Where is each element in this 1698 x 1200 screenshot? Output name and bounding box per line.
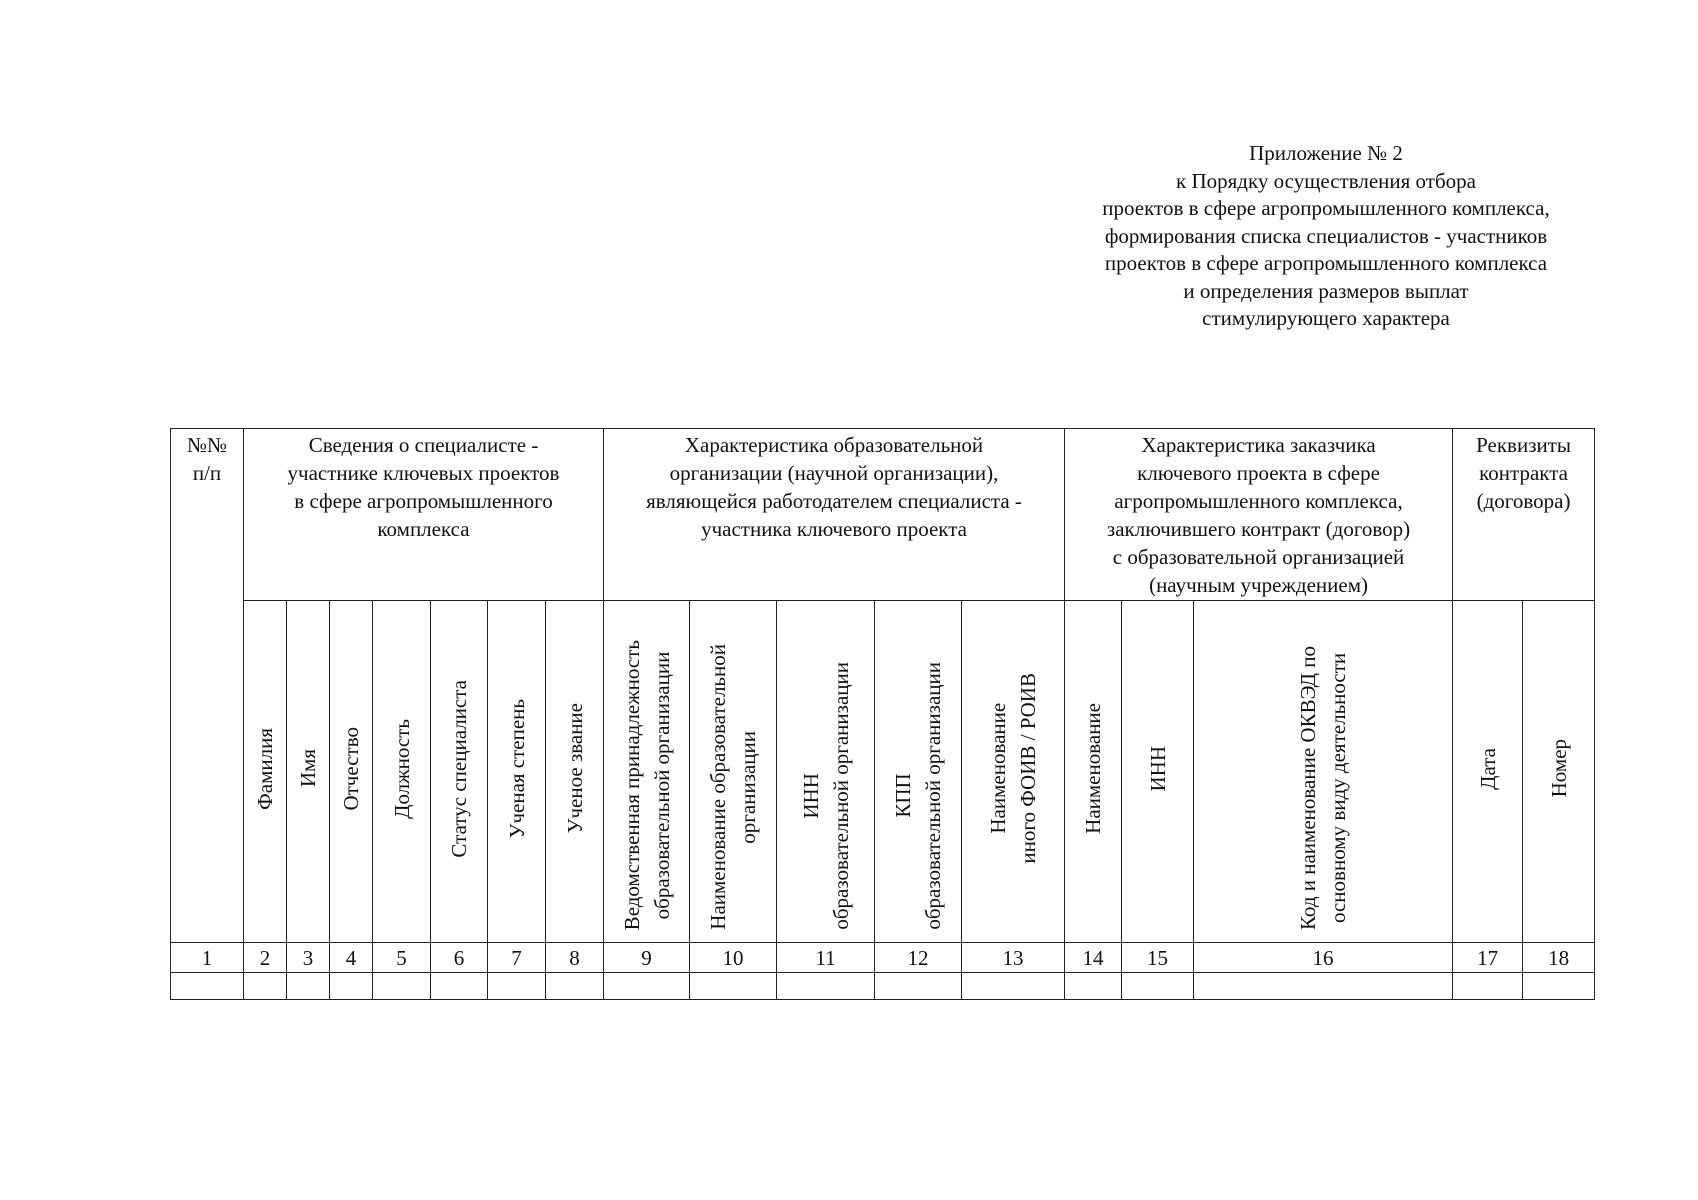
empty-cell[interactable] [488,973,546,1000]
col-header-foiv-name [962,601,1065,943]
column-number: 11 [777,943,875,973]
empty-cell[interactable] [1122,973,1194,1000]
empty-cell[interactable] [1065,973,1122,1000]
col-header-text: Отчество [339,726,363,811]
header-index [171,429,244,943]
header-group-specialist [244,429,604,601]
col-header-name [287,601,330,943]
col-header-text: основному виду деятельности [1326,652,1351,924]
col-header-text: Номер [1546,739,1571,798]
empty-cell[interactable] [1523,973,1595,1000]
column-header-row [171,601,1595,943]
col-header-patronymic [330,601,373,943]
col-header-text: Код и наименование ОКВЭД по [1296,645,1321,930]
appendix-line: проектов в сфере агропромышленного комплекса [1104,251,1548,275]
empty-cell[interactable] [171,973,244,1000]
empty-cell[interactable] [244,973,287,1000]
column-number: 7 [488,943,546,973]
col-header-text: образовательной организации [828,662,853,930]
header-group-line: комплекса [377,517,470,541]
col-header-position [373,601,431,943]
col-header-text: Должность [389,718,414,819]
column-number: 8 [546,943,604,973]
column-number: 6 [431,943,488,973]
col-header-text: КПП [891,774,916,819]
column-number: 3 [287,943,330,973]
empty-cell[interactable] [546,973,604,1000]
header-group-line: (договора) [1476,489,1571,513]
column-number: 14 [1065,943,1122,973]
appendix-line: стимулирующего характера [1202,306,1450,330]
col-header-org-name [690,601,777,943]
col-header-org-inn [777,601,875,943]
col-header-text: образовательной организации [921,662,946,930]
appendix-header [1000,140,1652,333]
empty-cell[interactable] [604,973,690,1000]
header-group-line: Характеристика заказчика [1141,433,1376,457]
empty-cell[interactable] [690,973,777,1000]
column-number: 15 [1122,943,1194,973]
col-header-status [431,601,488,943]
col-header-degree [488,601,546,943]
col-header-text: Имя [296,749,320,788]
empty-cell[interactable] [1194,973,1453,1000]
header-group-line: участника ключевого проекта [701,517,967,541]
appendix-line: и определения размеров выплат [1183,278,1469,303]
header-group-line: с образовательной организацией [1112,545,1405,569]
header-group-line: в сфере агропромышленного [294,489,553,513]
empty-data-row [171,973,1595,1000]
col-header-text: ИНН [798,773,823,819]
appendix-line: формирования списка специалистов - участников [1104,223,1548,248]
header-group-line: (научным учреждением) [1149,573,1368,597]
col-header-text: Статус специалиста [447,679,471,858]
col-header-contract-number [1523,601,1595,943]
header-group-line: Реквизиты [1476,433,1572,457]
col-header-org-affiliation [604,601,690,943]
col-header-org-kpp [875,601,962,943]
header-group-line: заключившего контракт (договор) [1106,517,1411,541]
header-group-line: Сведения о специалисте - [308,433,539,457]
column-number-row [171,943,1595,973]
header-group-line: участнике ключевых проектов [287,461,560,485]
col-header-contract-date [1453,601,1523,943]
col-header-text: ИНН [1145,745,1170,792]
col-header-text: Наименование [986,703,1011,834]
column-number: 1 [171,943,244,973]
col-header-title [546,601,604,943]
col-header-text: Дата [1475,747,1500,790]
column-number: 2 [244,943,287,973]
col-header-okved [1194,601,1453,943]
header-group-line: организации (научной организации), [669,461,999,485]
empty-cell[interactable] [287,973,330,1000]
empty-cell[interactable] [373,973,431,1000]
column-number: 5 [373,943,431,973]
header-group-contract [1453,429,1595,601]
column-number: 10 [690,943,777,973]
column-number: 18 [1523,943,1595,973]
header-group-line: Характеристика образовательной [684,433,984,457]
column-number: 12 [875,943,962,973]
specialists-form-table [170,428,1595,1000]
col-header-customer-inn [1122,601,1194,943]
empty-cell[interactable] [1453,973,1523,1000]
header-group-line: контракта [1479,461,1568,485]
column-number: 17 [1453,943,1523,973]
column-number: 9 [604,943,690,973]
appendix-line: Приложение № 2 [1249,141,1403,165]
empty-cell[interactable] [962,973,1065,1000]
appendix-line: проектов в сфере агропромышленного комплекса, [1102,196,1550,220]
header-group-line: ключевого проекта в сфере [1137,461,1380,485]
column-number: 16 [1194,943,1453,973]
header-group-line: агропромышленного комплекса, [1114,489,1403,513]
col-header-surname [244,601,287,943]
col-header-text: образовательной организации [649,651,674,919]
empty-cell[interactable] [875,973,962,1000]
empty-cell[interactable] [777,973,875,1000]
header-index-line: №№ [186,433,228,457]
col-header-text: Ведомственная принадлежность [619,639,644,930]
col-header-text: иного ФОИВ / РОИВ [1016,673,1041,864]
header-group-org [604,429,1065,601]
empty-cell[interactable] [431,973,488,1000]
appendix-line: к Порядку осуществления отбора [1176,168,1476,193]
header-index-line: п/п [192,461,222,485]
col-header-text: Наименование [1081,703,1106,834]
group-header-row [171,429,1595,601]
col-header-text: Ученая степень [504,698,529,839]
col-header-text: Ученое звание [562,703,587,834]
col-header-text: Наименование образовательной [706,644,731,930]
col-header-text: организации [736,730,761,844]
header-group-line: являющейся работодателем специалиста - [646,489,1022,513]
header-group-customer [1065,429,1453,601]
col-header-customer-name [1065,601,1122,943]
empty-cell[interactable] [330,973,373,1000]
col-header-text: Фамилия [253,727,277,810]
column-number: 13 [962,943,1065,973]
column-number: 4 [330,943,373,973]
